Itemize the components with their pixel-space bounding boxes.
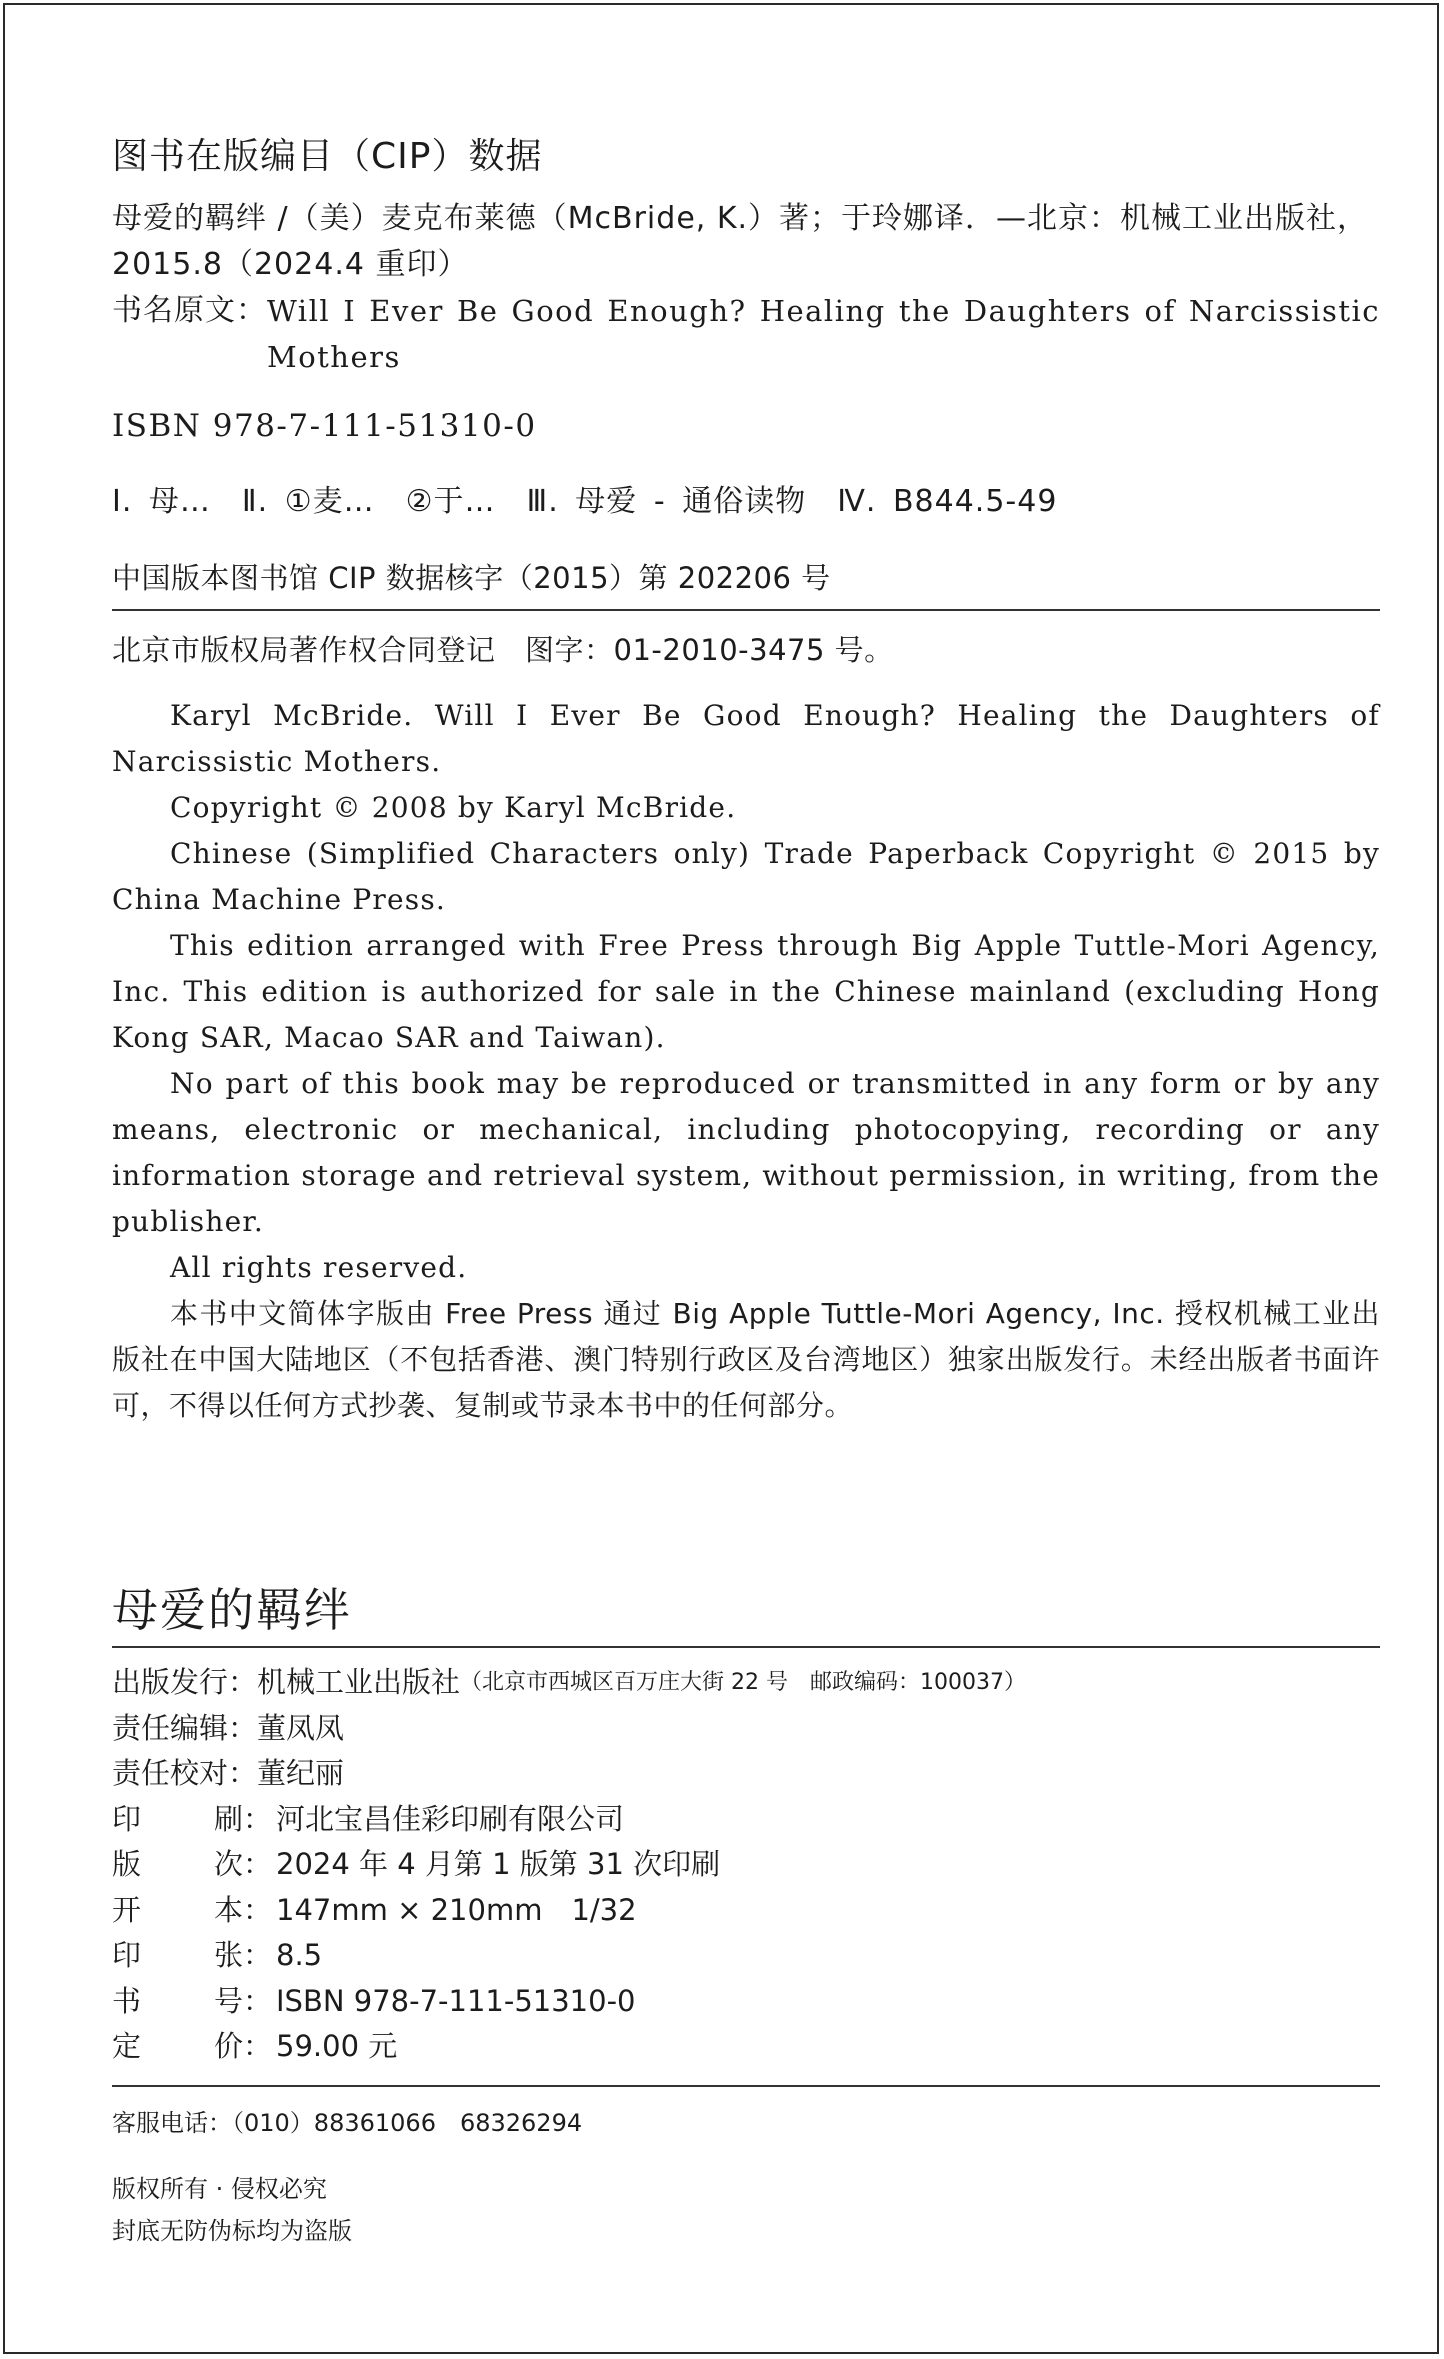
publisher-label: 出版发行： bbox=[112, 1665, 258, 1699]
printer: 河北宝昌佳彩印刷有限公司 bbox=[276, 1801, 625, 1836]
copyright-paragraph-chinese: 本书中文简体字版由 Free Press 通过 Big Apple Tuttle-Mori Agency, Inc. 授权机械工业出版社在中国大陆地区（不包括香港、澳门特别行政区及台湾地区）独家出版发行。未经出版者书面许可，不得以任何方式抄袭、复制或节录本书中的任何部分。 bbox=[112, 1297, 1380, 1422]
cip-entry bbox=[112, 196, 1380, 380]
printer-label-a: 印 bbox=[112, 1801, 142, 1836]
original-title bbox=[267, 288, 1380, 380]
edition-row bbox=[112, 1842, 1380, 1888]
isbn-label-b: 号： bbox=[213, 1983, 272, 2018]
sheets-row bbox=[112, 1933, 1380, 1979]
cip-entry-line-2: 2015.8（2024.4 重印） bbox=[112, 247, 469, 282]
format-row bbox=[112, 1888, 1380, 1934]
price-row bbox=[112, 2024, 1380, 2070]
cip-entry-line-1: 母爱的羁绊 /（美）麦克布莱德（McBride, K.）著；于玲娜译．—北京：机械工业出版社， bbox=[112, 201, 1369, 236]
format-label-a: 开 bbox=[112, 1892, 142, 1927]
sheets-label-b: 张： bbox=[213, 1938, 272, 1972]
copyright-registration: 北京市版权局著作权合同登记 图字：01-2010-3475 号。 bbox=[112, 633, 894, 667]
sheets-label bbox=[112, 1933, 272, 1979]
original-title-label: 书名原文： bbox=[112, 293, 267, 328]
divider bbox=[112, 2085, 1380, 2087]
copyright-paragraph-4: This edition arranged with Free Press through Big Apple Tuttle-Mori Agency, Inc. This edition is authorized for sale in the Chinese mainland (excluding Hong Kong SAR, Macao SAR and Taiwan). bbox=[112, 929, 1380, 1054]
price-label bbox=[112, 2024, 272, 2070]
publication-info bbox=[112, 1660, 1380, 2070]
cip-title: 图书在版编目（CIP）数据 bbox=[112, 136, 543, 177]
isbn-row bbox=[112, 1979, 1380, 2025]
publisher-address: （北京市西城区百万庄大街 22 号 邮政编码：100037） bbox=[460, 1670, 1026, 1695]
copyright-notice bbox=[112, 693, 1380, 1429]
book-title: 母爱的羁绊 bbox=[112, 1583, 352, 1637]
sheets-label-a: 印 bbox=[112, 1938, 142, 1972]
proofreader-row bbox=[112, 1751, 1380, 1797]
rights-notice bbox=[112, 2168, 1380, 2252]
sheets: 8.5 bbox=[276, 1938, 323, 1972]
editor: 董凤凤 bbox=[257, 1710, 345, 1745]
isbn-label bbox=[112, 1979, 272, 2025]
isbn: ISBN 978-7-111-51310-0 bbox=[276, 1983, 636, 2018]
copyright-paragraph-2: Copyright © 2008 by Karyl McBride. bbox=[170, 791, 737, 824]
printer-label-b: 刷： bbox=[213, 1801, 272, 1836]
editor-row bbox=[112, 1706, 1380, 1752]
publisher-row bbox=[112, 1660, 1380, 1706]
printer-row bbox=[112, 1797, 1380, 1843]
edition-label bbox=[112, 1842, 272, 1888]
proofreader: 董纪丽 bbox=[257, 1756, 345, 1790]
price-label-b: 价： bbox=[213, 2029, 272, 2063]
copyright-paragraph-5: No part of this book may be reproduced or transmitted in any form or by any means, electronic or mechanical, including photocopying, recording or any information storage and retrieval system, without permission, in writing, from the publisher. bbox=[112, 1067, 1380, 1238]
copyright-paragraph-1: Karyl McBride. Will I Ever Be Good Enough? Healing the Daughters of Narcissistic Mothers. bbox=[112, 699, 1380, 778]
original-title-row bbox=[112, 288, 1380, 380]
editor-label: 责任编辑： bbox=[112, 1710, 258, 1745]
edition-label-b: 次： bbox=[213, 1847, 272, 1881]
original-title-line-2: Mothers bbox=[267, 340, 401, 374]
price: 59.00 元 bbox=[276, 2029, 398, 2063]
printer-label bbox=[112, 1797, 272, 1843]
cip-number: 中国版本图书馆 CIP 数据核字（2015）第 202206 号 bbox=[112, 561, 831, 595]
edition: 2024 年 4 月第 1 版第 31 次印刷 bbox=[276, 1847, 721, 1881]
rights-reserved: 版权所有 · 侵权必究 bbox=[112, 2175, 327, 2203]
edition-label-a: 版 bbox=[112, 1847, 142, 1881]
price-label-a: 定 bbox=[112, 2029, 142, 2063]
isbn-label-a: 书 bbox=[112, 1983, 142, 2018]
format-label-b: 本： bbox=[213, 1892, 272, 1927]
divider bbox=[112, 609, 1380, 611]
cip-isbn: ISBN 978-7-111-51310-0 bbox=[112, 408, 537, 444]
proofreader-label: 责任校对： bbox=[112, 1756, 258, 1790]
divider bbox=[112, 1646, 1380, 1648]
copyright-paragraph-3: Chinese (Simplified Characters only) Trade Paperback Copyright © 2015 by China Machine Press. bbox=[112, 837, 1380, 916]
service-phone: 客服电话：（010）88361066 68326294 bbox=[112, 2109, 583, 2137]
original-title-line-1: Will I Ever Be Good Enough? Healing the Daughters of Narcissistic bbox=[267, 294, 1380, 328]
anti-piracy-notice: 封底无防伪标均为盗版 bbox=[112, 2217, 352, 2245]
format-label bbox=[112, 1888, 272, 1934]
copyright-paragraph-6: All rights reserved. bbox=[170, 1251, 468, 1284]
cip-classification: Ⅰ. 母… Ⅱ. ①麦… ②于… Ⅲ. 母爱 - 通俗读物 Ⅳ. B844.5-49 bbox=[112, 484, 1058, 519]
publisher: 机械工业出版社 bbox=[257, 1665, 461, 1699]
format: 147mm × 210mm 1/32 bbox=[276, 1892, 637, 1927]
